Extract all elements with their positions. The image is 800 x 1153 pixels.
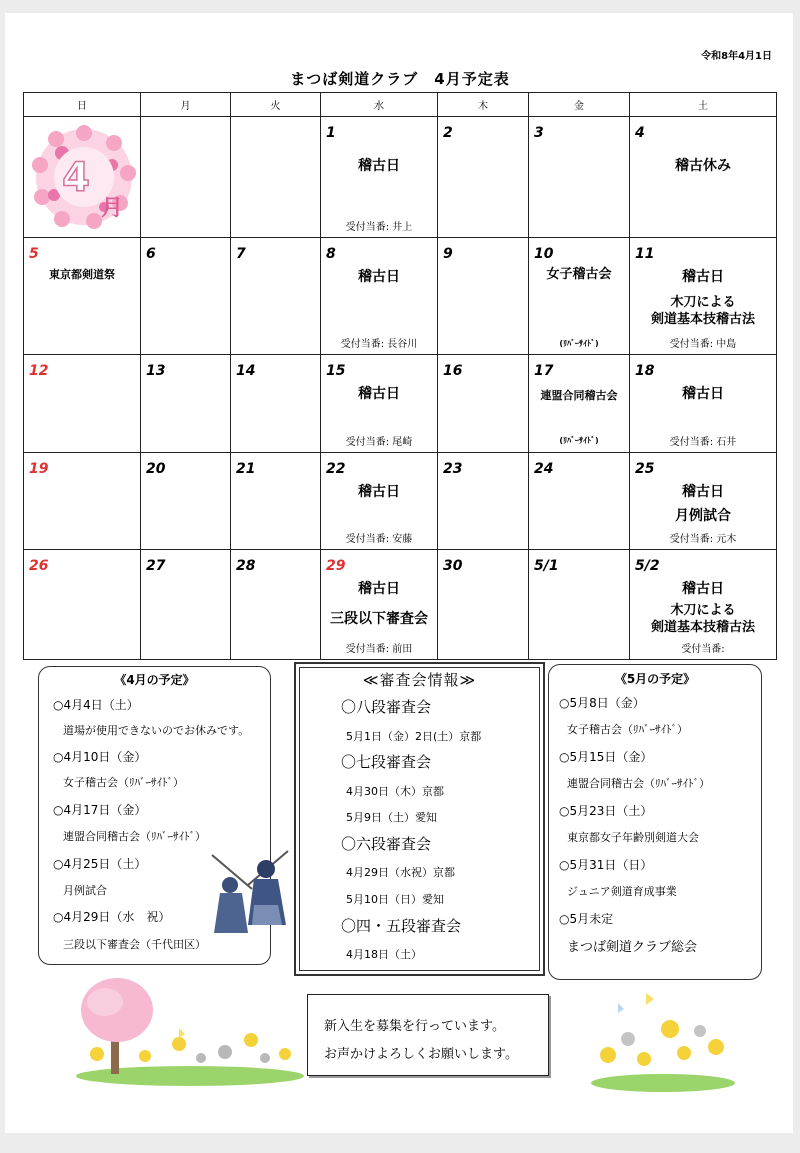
duty-label: 受付当番: 石井 [669,437,737,448]
shinsa-detail: 5月10日（日）愛知 [346,893,444,906]
day-number: 5 [29,246,39,262]
day-cell [321,355,438,453]
duty-label: 受付当番: 安藤 [345,534,413,545]
april-item-date: ○4月4日（土） [53,698,139,712]
day-cell [231,453,321,550]
event-label: 稽古日 [358,386,400,402]
event-label: 東京都剣道祭 [49,268,115,281]
april-item-date: ○4月25日（土） [53,857,147,871]
page-title: まつば剣道クラブ 4月予定表 [290,70,510,88]
day-number: 7 [236,246,246,262]
shinsa-grade: 〇六段審査会 [341,835,432,853]
day-number: 16 [443,363,463,379]
day-cell [24,453,141,550]
day-number: 3 [534,125,544,141]
day-cell [24,355,141,453]
event-label: 三段以下審査会 [330,611,428,627]
day-number: 23 [443,461,463,477]
day-cell [321,550,438,660]
weekday-mon: 月 [141,93,231,117]
shinsa-grade: 〇四・五段審査会 [341,917,462,935]
day-number: 4 [635,125,645,141]
event-label: 稽古日 [682,386,724,402]
may-item-date: ○5月8日（金） [559,696,645,710]
april-item-date: ○4月17日（金） [53,803,147,817]
day-cell [529,355,630,453]
weekday-sun: 日 [24,93,141,117]
duty-label: 受付当番: 井上 [345,222,413,233]
day-cell [231,117,321,238]
duty-label: 受付当番: [681,644,725,655]
may-item-date: ○5月未定 [559,912,614,926]
day-number: 14 [236,363,256,379]
day-cell [438,238,529,355]
may-item-date: ○5月23日（土） [559,804,653,818]
day-number: 17 [534,363,554,379]
may-item-text: ジュニア剣道育成事業 [567,885,677,898]
event-label: 稽古日 [358,581,400,597]
shinsa-detail: 5月9日（土）愛知 [346,811,437,824]
month-badge-cell [24,117,141,238]
day-cell [141,238,231,355]
weekday-tue: 火 [231,93,321,117]
day-cell [231,355,321,453]
event-label: 剣道基本技稽古法 [650,620,755,635]
day-number: 15 [326,363,346,379]
day-number: 10 [534,246,554,262]
week-row [24,453,777,550]
duty-label: 受付当番: 中島 [669,339,737,350]
may-item-text: 連盟合同稽古会（ﾘﾊﾞｰｻｲﾄﾞ） [567,777,710,790]
day-number: 20 [146,461,166,477]
shinsa-detail: 4月18日（土） [346,948,422,961]
day-cell [231,238,321,355]
event-label: 稽古休み [675,158,731,174]
april-item-text: 連盟合同稽古会（ﾘﾊﾞｰｻｲﾄﾞ） [63,830,206,843]
day-cell [438,550,529,660]
day-cell [321,453,438,550]
event-label: 稽古日 [358,158,400,174]
shinsa-detail: 4月29日（水祝）京都 [346,866,455,879]
day-number: 13 [146,363,166,379]
sakura-tree-illustration [75,972,305,1090]
day-number: 6 [146,246,156,262]
day-cell [438,355,529,453]
day-cell [321,238,438,355]
event-label: 連盟合同稽古会 [540,389,618,402]
weekday-fri: 金 [529,93,630,117]
may-heading: 《5月の予定》 [614,672,696,686]
shinsa-detail: 5月1日（金）2日(土）京都 [346,730,482,743]
shinsa-info-box [294,662,545,976]
may-item-text: まつば剣道クラブ総会 [567,940,698,955]
duty-label: 受付当番: 前田 [345,644,413,655]
may-item-text: 女子稽古会（ﾘﾊﾞｰｻｲﾄﾞ） [567,723,688,736]
day-number: 8 [326,246,336,262]
may-item-date: ○5月15日（金） [559,750,653,764]
day-cell [630,355,777,453]
may-item-date: ○5月31日（日） [559,858,653,872]
day-cell [529,238,630,355]
badge-month-number: 4 [62,155,90,201]
day-number: 5/1 [534,558,559,574]
weekday-sat: 土 [630,93,777,117]
day-number: 5/2 [635,558,660,574]
day-cell [438,117,529,238]
day-cell [24,238,141,355]
shinsa-detail: 4月30日（木）京都 [346,785,444,798]
day-number: 9 [443,246,453,262]
calendar-table [23,92,777,660]
event-label: 剣道基本技稽古法 [650,312,755,327]
day-number: 25 [635,461,655,477]
venue-label: (ﾘﾊﾞｰｻｲﾄﾞ) [559,339,599,348]
day-cell [630,453,777,550]
day-number: 28 [236,558,256,574]
issue-date: 令和8年4月1日 [701,51,772,62]
dandelion-illustration [588,985,738,1093]
event-label: 木刀による [670,603,736,618]
shinsa-grade: 〇八段審査会 [341,698,432,716]
day-cell [231,550,321,660]
day-cell [529,550,630,660]
event-label: 稽古日 [682,484,724,500]
day-cell [321,117,438,238]
day-number: 26 [29,558,49,574]
may-item-text: 東京都女子年齢別剣道大会 [567,831,699,844]
april-item-text: 三段以下審査会（千代田区） [63,938,206,951]
day-number: 30 [443,558,463,574]
april-heading: 《4月の予定》 [114,673,195,687]
duty-label: 受付当番: 元木 [669,534,737,545]
duty-label: 受付当番: 尾崎 [345,437,413,448]
shinsa-heading: ≪審査会情報≫ [362,671,477,689]
day-number: 11 [635,246,655,262]
week-row [24,238,777,355]
weekday-thu: 木 [438,93,529,117]
week-row [24,355,777,453]
day-cell [141,117,231,238]
day-cell [630,550,777,660]
event-label: 稽古日 [682,581,724,597]
event-label: 月例試合 [675,508,731,524]
week-row [24,117,777,238]
day-number: 1 [326,125,336,141]
weekday-wed: 水 [321,93,438,117]
badge-month-unit: 月 [100,196,124,221]
recruitment-notice [307,994,549,1076]
day-cell [630,117,777,238]
day-number: 24 [534,461,554,477]
day-number: 2 [443,125,453,141]
weekday-header-row [24,93,777,117]
day-number: 12 [29,363,49,379]
day-cell [529,117,630,238]
shinsa-grade: 〇七段審査会 [341,753,432,771]
day-cell [630,238,777,355]
april-item-date: ○4月29日（水 祝） [53,910,171,924]
april-item-date: ○4月10日（金） [53,750,147,764]
day-cell [141,550,231,660]
may-schedule-box [548,664,762,980]
duty-label: 受付当番: 長谷川 [340,339,418,350]
day-cell [438,453,529,550]
day-cell [141,453,231,550]
event-label: 女子稽古会 [546,267,612,282]
notice-line: 新入生を募集を行っています。 [324,1019,505,1034]
day-number: 19 [29,461,49,477]
april-item-text: 道場が使用できないのでお休みです。 [63,724,250,737]
day-number: 21 [236,461,256,477]
event-label: 木刀による [670,295,736,310]
notice-line: お声かけよろしくお願いします。 [324,1047,518,1062]
day-number: 18 [635,363,655,379]
day-number: 27 [146,558,166,574]
week-row [24,550,777,660]
kendo-players-illustration [208,845,290,937]
sakura-month-badge [32,125,136,229]
day-cell [529,453,630,550]
day-number: 22 [326,461,346,477]
day-number: 29 [326,558,346,574]
april-item-text: 女子稽古会（ﾘﾊﾞｰｻｲﾄﾞ） [63,776,184,789]
venue-label: (ﾘﾊﾞｰｻｲﾄﾞ) [559,436,599,445]
event-label: 稽古日 [682,269,724,285]
event-label: 稽古日 [358,484,400,500]
day-cell [24,550,141,660]
april-item-text: 月例試合 [63,884,107,897]
day-cell [141,355,231,453]
event-label: 稽古日 [358,269,400,285]
